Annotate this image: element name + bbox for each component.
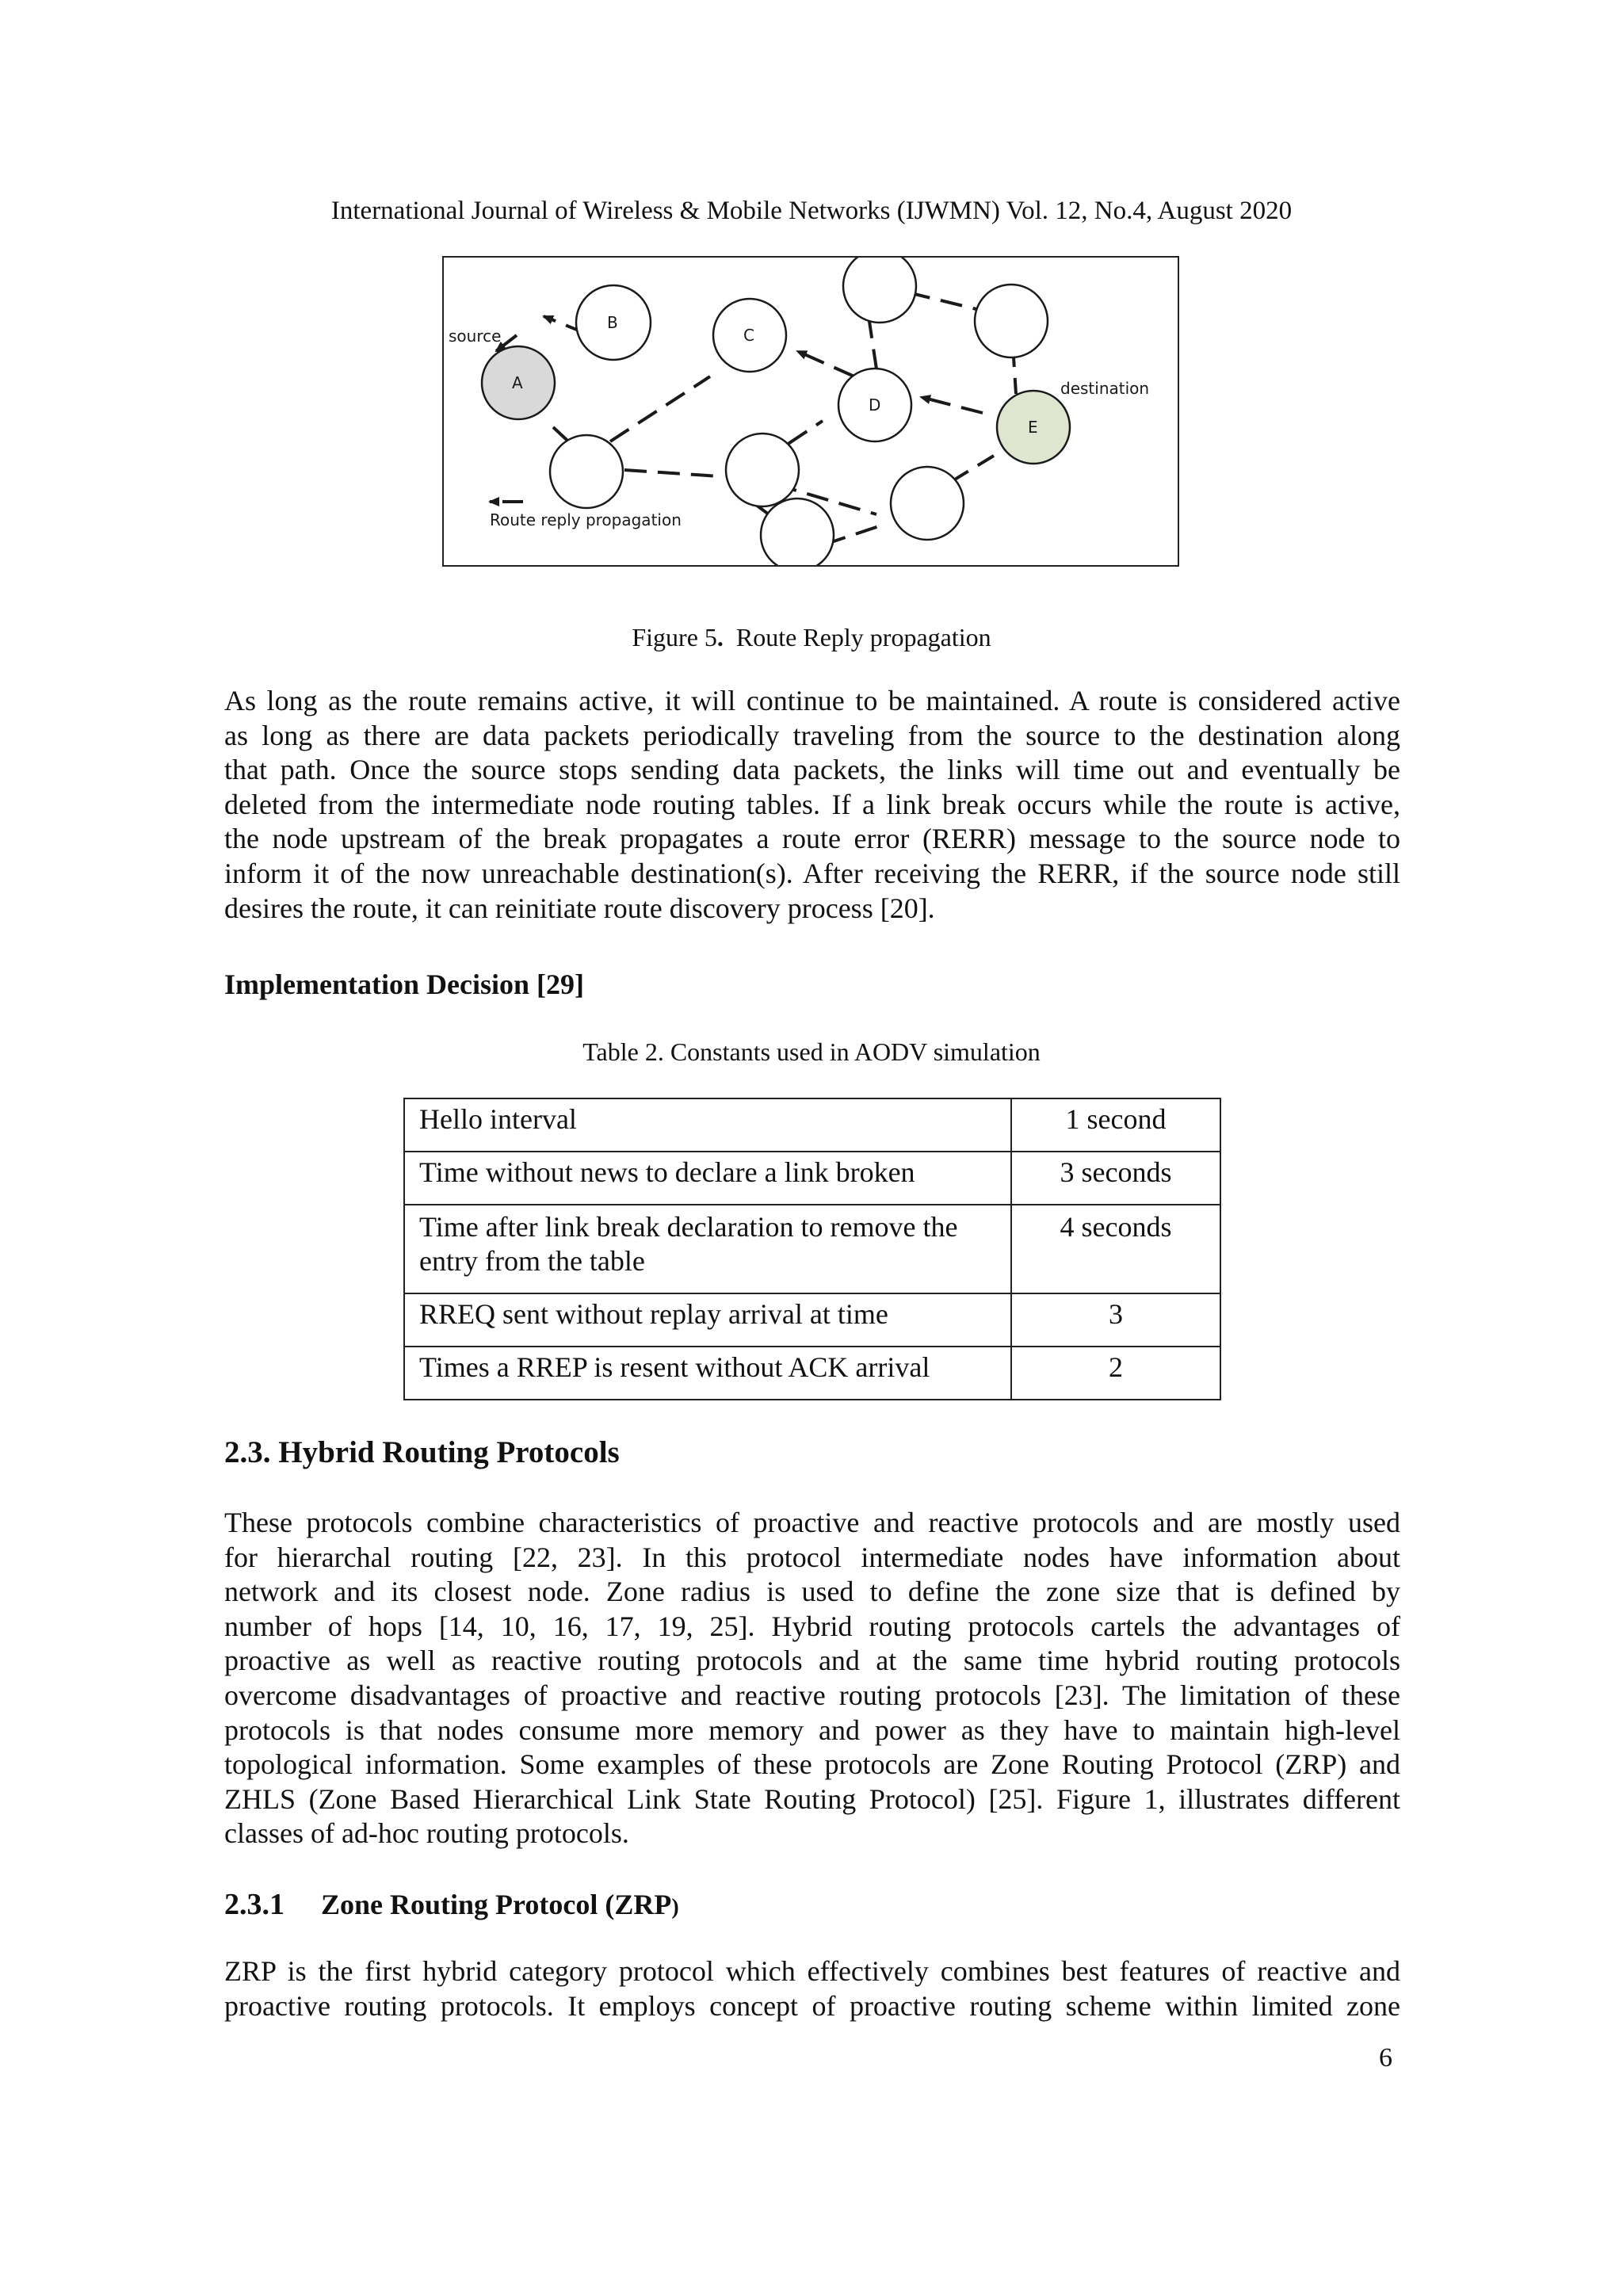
edge-n5-to-n6: [908, 292, 980, 310]
paragraph-line: the node upstream of the break propagates a route error (RERR) message to the source node to: [224, 823, 1400, 855]
page-number: 6: [1379, 2043, 1392, 2073]
paragraph-line: As long as the route remains active, it will continue to be maintained. A route is considered active: [224, 685, 1400, 716]
paragraph-line: that path. Once the source stops sending data packets, the links will time out and eventually be: [224, 754, 1400, 786]
implementation-heading: Implementation Decision [29]: [224, 968, 584, 1000]
edge-n1-to-c: [610, 376, 710, 441]
constants-table: [403, 1098, 1221, 1400]
table-cell-value: 3: [1011, 1293, 1220, 1347]
table-cell-name: Times a RREP is resent without ACK arrival: [404, 1347, 1011, 1400]
table-caption: Table 2. Constants used in AODV simulation: [582, 1037, 1041, 1066]
table-cell-name: Hello interval: [404, 1098, 1011, 1152]
node-top-left: [843, 258, 916, 323]
node-bottom: [761, 499, 834, 565]
node-bottom-right: [891, 467, 964, 540]
paragraph-line: proactive routing protocols. It employs concept of proactive routing scheme within limited zone: [224, 1989, 1400, 2022]
paragraph-line: ZRP is the first hybrid category protocol which effectively combines best features of reactive and: [224, 1955, 1400, 1987]
paragraph-zrp: [224, 1954, 1400, 2023]
paragraph-line: network and its closest node. Zone radius is used to define the zone size that is defined by: [224, 1576, 1400, 1608]
paragraph-line: as long as there are data packets periodically traveling from the source to the destination along: [224, 719, 1400, 751]
subsection-title-paren: ): [671, 1895, 679, 1920]
table-cell-value: 2: [1011, 1347, 1220, 1400]
node-top-right: [975, 285, 1048, 357]
paragraph-line: protocols is that nodes consume more memory and power as they have to maintain high-level: [224, 1713, 1400, 1746]
paragraph-line: topological information. Some examples of these protocols are Zone Routing Protocol (ZRP) and: [224, 1748, 1400, 1781]
table-cell-name: Time after link break declaration to remove the entry from the table: [404, 1205, 1011, 1293]
table-cell-name: RREQ sent without replay arrival at time: [404, 1293, 1011, 1347]
node-c-label: C: [743, 326, 754, 345]
table-cell-value: 4 seconds: [1011, 1205, 1220, 1293]
figure-caption-text: Route Reply propagation: [735, 623, 991, 651]
paragraph-line: classes of ad-hoc routing protocols.: [224, 1817, 629, 1850]
legend-label: Route reply propagation: [490, 510, 682, 529]
subsection-number: 2.3.1: [224, 1888, 285, 1921]
node-d-label: D: [869, 395, 881, 415]
figure-caption-dot: .: [716, 623, 724, 651]
destination-label: destination: [1060, 379, 1150, 398]
subsection-title: Zone Routing Protocol (ZRP: [321, 1889, 672, 1920]
node-bottom-left: [550, 435, 623, 508]
paragraph-line: for hierarchal routing [22, 23]. In this protocol intermediate nodes have information about: [224, 1541, 1400, 1573]
figure-caption-label: Figure 5: [632, 623, 717, 651]
running-header: International Journal of Wireless & Mobile Networks (IJWMN) Vol. 12, No.4, August 2020: [330, 197, 1293, 225]
paragraph-line: inform it of the now unreachable destination(s). After receiving the RERR, if the source node still: [224, 857, 1400, 889]
table-row: [404, 1152, 1220, 1205]
table-row: [404, 1098, 1220, 1152]
edge-n1-to-n2: [624, 470, 720, 476]
paragraph-hybrid-protocols: [224, 1506, 1400, 1851]
node-b-label: B: [607, 313, 618, 332]
subsection-heading-zrp: [224, 1887, 679, 1925]
table-cell-value: 3 seconds: [1011, 1152, 1220, 1205]
table-row: [404, 1347, 1220, 1400]
paragraph-line: These protocols combine characteristics of proactive and reactive protocols and are mostly used: [224, 1507, 1400, 1538]
paragraph-line: number of hops [14, 10, 16, 17, 19, 25]. Hybrid routing protocols cartels the advantages of: [224, 1610, 1400, 1642]
paragraph-line: proactive as well as reactive routing protocols and at the same time hybrid routing protocols: [224, 1645, 1400, 1677]
node-bottom-middle: [726, 434, 799, 506]
route-reply-figure: [442, 256, 1179, 567]
figure-caption: [0, 621, 1623, 653]
paragraph-line: desires the route, it can reinitiate route discovery process [20].: [224, 892, 935, 924]
source-label: source: [449, 327, 502, 346]
table-cell-value: 1 second: [1011, 1098, 1220, 1152]
paragraph-line: overcome disadvantages of proactive and reactive routing protocols [23]. The limitation of these: [224, 1679, 1400, 1711]
node-e-label: E: [1028, 418, 1038, 437]
edge-e-to-d: [921, 397, 983, 413]
paragraph-line: ZHLS (Zone Based Hierarchical Link State Routing Protocol) [25]. Figure 1, illustrates different: [224, 1782, 1400, 1815]
section-heading-hybrid: 2.3. Hybrid Routing Protocols: [224, 1435, 620, 1469]
table-row: [404, 1205, 1220, 1293]
paragraph-route-maintenance: [224, 684, 1400, 926]
table-cell-name: Time without news to declare a link broken: [404, 1152, 1011, 1205]
route-reply-diagram: [444, 258, 1178, 565]
table-row: [404, 1293, 1220, 1347]
edge-d-to-c: [797, 351, 854, 376]
node-a-label: A: [512, 373, 523, 392]
paragraph-line: deleted from the intermediate node routing tables. If a link break occurs while the route is active,: [224, 788, 1400, 820]
